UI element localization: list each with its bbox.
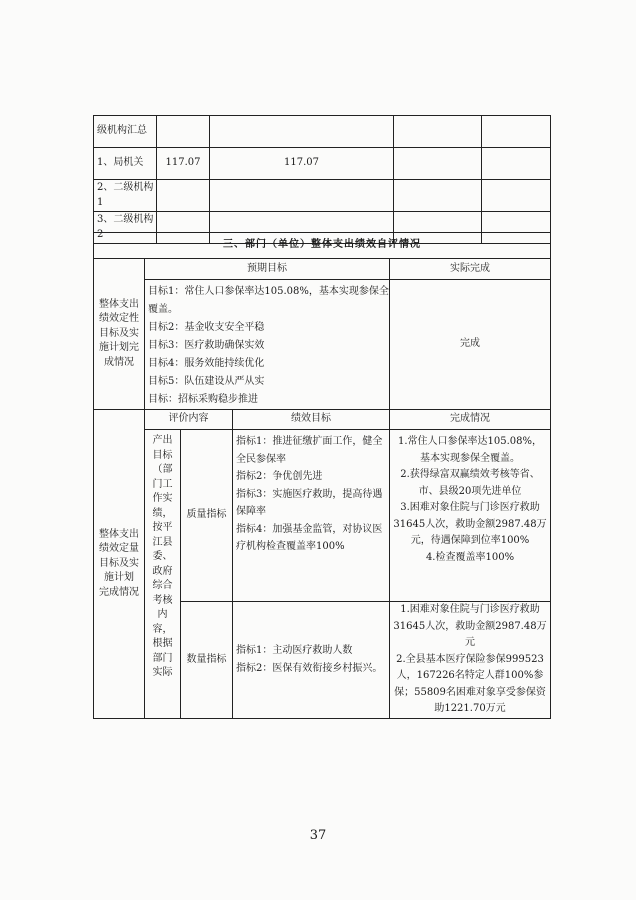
list-item: 目标4：服务效能持续优化 <box>148 358 265 369</box>
row-label: 2、二级机构1 <box>94 180 157 212</box>
list-item: 指标1：推进征缴扩面工作，健全全民参保率 <box>236 436 383 465</box>
list-item: 指标4：加强基金监管，对协议医疗机构检查覆盖率100% <box>236 523 383 552</box>
quality-completion <box>390 430 551 602</box>
expected-targets-list <box>145 280 390 410</box>
expected-target-header: 预期目标 <box>145 259 390 280</box>
table-row <box>94 148 551 180</box>
list-item: 目标：招标采购稳步推进 <box>148 394 258 405</box>
list-item: 2.获得绿富双赢绩效考核等省、市、县级20项先进单位 <box>400 469 540 497</box>
quantitative-row-label: 整体支出 绩效定量 目标及实 施计划 完成情况 <box>94 410 145 719</box>
quality-indicator-label: 质量指标 <box>181 430 233 602</box>
output-target-label: 产出目标（部门工作实绩，按平江县委、政府综合考核内容，根据部门实际 <box>145 430 181 719</box>
completion-header: 完成情况 <box>390 410 551 430</box>
list-item: 目标1：常住人口参保率达105.08%，基本实现参保全覆盖。 <box>148 286 389 315</box>
section-title: 三、部门（单位）整体支出绩效自评情况 <box>94 233 551 259</box>
quality-targets <box>233 430 390 602</box>
performance-target-header: 绩效目标 <box>233 410 390 430</box>
list-item: 指标2：医保有效衔接乡村振兴。 <box>236 662 383 674</box>
list-item: 1.常住人口参保率达105.08%，基本实现参保全覆盖。 <box>397 436 543 464</box>
quantity-indicator-label: 数量指标 <box>181 602 233 719</box>
table-row <box>94 430 551 602</box>
list-item: 目标5：队伍建设从严从实 <box>148 376 265 387</box>
list-item: 2.全县基本医疗保险参保999523人，167226名特定人群100%参保；55809名困难对象享受参保资助1221.70万元 <box>394 653 546 714</box>
row-label: 1、局机关 <box>94 148 157 180</box>
row-label: 级机构汇总 <box>94 116 157 148</box>
budget-summary-table <box>93 115 551 244</box>
section-title-row <box>94 233 551 259</box>
amount-cell: 117.07 <box>157 148 210 180</box>
table-row <box>94 116 551 148</box>
list-item: 目标3：医疗救助确保实效 <box>148 340 265 351</box>
page-number: 37 <box>309 828 327 843</box>
qualitative-row-label: 整体支出 绩效定性 目标及实 施计划完 成情况 <box>94 259 145 410</box>
list-item: 4.检查覆盖率100% <box>425 551 515 563</box>
table-row <box>94 280 551 410</box>
list-item: 指标1：主动医疗救助人数 <box>236 645 353 657</box>
list-item: 1.困难对象住院与门诊医疗救助31645人次，救助金额2987.48万元 <box>393 604 547 648</box>
actual-completion-header: 实际完成 <box>390 259 551 280</box>
list-item: 指标2：争优创先进 <box>236 471 323 482</box>
amount-cell: 117.07 <box>210 148 394 180</box>
quantity-completion <box>390 602 551 719</box>
list-item: 目标2：基金收支安全平稳 <box>148 322 265 333</box>
table-row <box>94 410 551 430</box>
row-label: 3、二级机构2 <box>94 212 157 244</box>
actual-completion-value: 完成 <box>390 280 551 410</box>
list-item: 3.困难对象住院与门诊医疗救助31645人次，救助金额2987.48万元，待遇保障到位率100% <box>393 502 547 546</box>
list-item: 指标3：实施医疗救助，提高待遇保障率 <box>236 488 383 517</box>
performance-evaluation-table <box>93 232 551 719</box>
table-row <box>94 259 551 280</box>
eval-content-header: 评价内容 <box>145 410 233 430</box>
table-row <box>94 180 551 212</box>
quantity-targets <box>233 602 390 719</box>
